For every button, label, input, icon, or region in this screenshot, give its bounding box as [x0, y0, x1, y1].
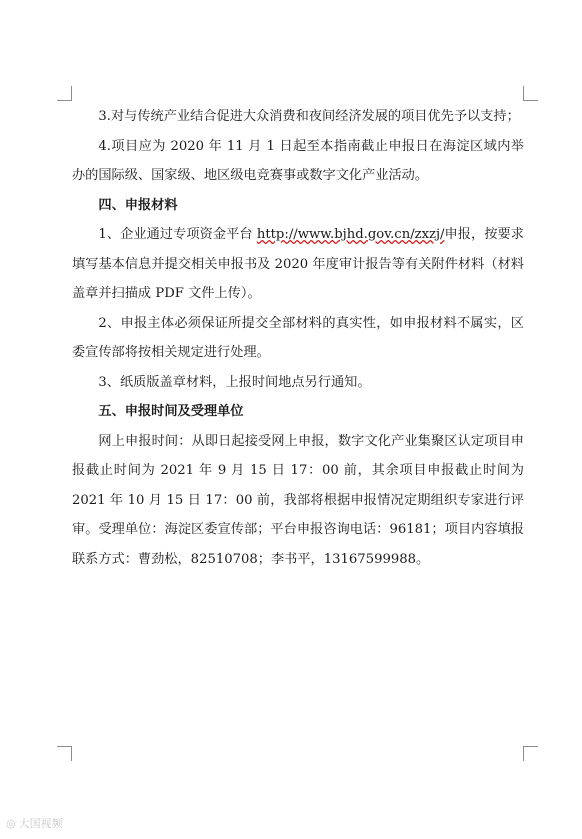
paragraph-item-4: 4.项目应为 2020 年 11 月 1 日起至本指南截止申报日在海淀区域内举办的国际级、国家级、地区级电竞赛事或数字文化产业活动。: [72, 138, 524, 183]
section-heading-materials: 四、申报材料: [98, 197, 178, 213]
paragraph-materials-3: 3、纸质版盖章材料，上报时间地点另行通知。: [98, 374, 371, 390]
paragraph-text: 1、企业通过专项资金平台: [98, 227, 257, 242]
paragraph-item-3: 3.对与传统产业结合促进大众消费和夜间经济发展的项目优先予以支持；: [98, 109, 520, 124]
watermark-logo-icon: ◎: [6, 816, 16, 830]
section-heading-time-unit: 五、申报时间及受理单位: [98, 404, 244, 419]
paragraph-materials-2: 2、申报主体必须保证所提交全部材料的真实性，如申报材料不属实，区委宣传部将按相关规定进行处理。: [72, 315, 524, 360]
watermark-text: 大国视频: [18, 817, 63, 830]
platform-link[interactable]: http://www.bjhd.gov.cn/zxzj/: [256, 227, 445, 242]
paragraph-text: 申报，按要求填写基本信息并提交相关申报书及 2020 年度审计报告等有关附件材料（材料盖章并扫描成 PDF 文件上传）。: [72, 227, 524, 301]
crop-mark-bottom-left: [57, 746, 72, 761]
crop-mark-bottom-right: [523, 746, 538, 761]
document-body: [72, 102, 529, 574]
crop-mark-top-left: [57, 86, 72, 101]
watermark: [6, 815, 63, 831]
crop-mark-top-right: [523, 86, 538, 101]
paragraph-materials-1: [72, 220, 524, 309]
paragraph-time-unit: 网上申报时间：从即日起接受网上申报，数字文化产业集聚区认定项目申报截止时间为 2021 年 9 月 15 日 17：00 前，其余项目申报截止时间为 2021 年 10 月 15 日 17：00 前，我部将根据申报情况定期组织专家进行评审。受理单位：海淀区委宣传部；平台申报咨询电话：96181；项目内容填报联系方式：曹劲松，82510708；李书平，13167599988。: [72, 433, 529, 567]
